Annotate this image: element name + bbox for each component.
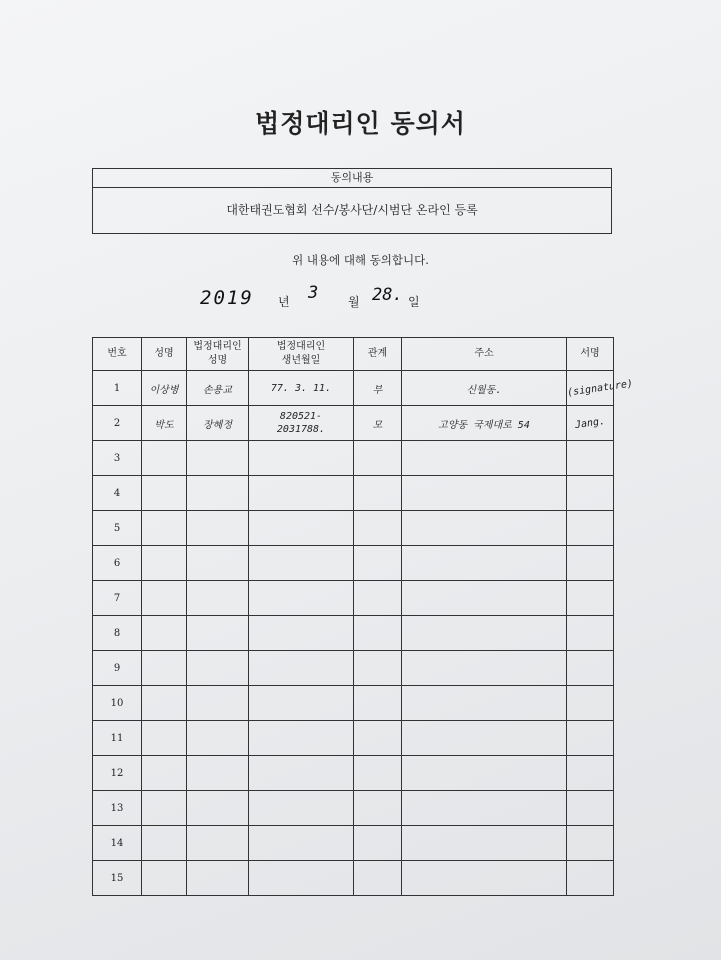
row-name xyxy=(142,651,187,686)
row-guardian-name: 손용교 xyxy=(187,371,249,406)
row-number: 6 xyxy=(93,546,142,581)
handwritten-signature: Jang. xyxy=(574,415,606,431)
row-signature xyxy=(567,581,614,616)
row-relation xyxy=(354,686,402,721)
table-row xyxy=(93,371,614,406)
row-relation xyxy=(354,826,402,861)
date-year-handwritten: 2019 xyxy=(200,287,254,309)
row-guardian-birthdate xyxy=(249,826,354,861)
agreement-statement: 위 내용에 대해 동의합니다. xyxy=(292,253,429,267)
row-guardian-birthdate xyxy=(249,651,354,686)
row-name: 박도 xyxy=(142,406,187,441)
row-address xyxy=(402,721,567,756)
date-day-label: 일 xyxy=(408,295,420,309)
row-guardian-name xyxy=(187,581,249,616)
row-address xyxy=(402,826,567,861)
row-relation xyxy=(354,861,402,896)
row-address xyxy=(402,651,567,686)
row-guardian-name xyxy=(187,651,249,686)
row-relation xyxy=(354,756,402,791)
table-row xyxy=(93,616,614,651)
row-name xyxy=(142,826,187,861)
row-signature xyxy=(567,791,614,826)
row-signature xyxy=(567,546,614,581)
row-address xyxy=(402,511,567,546)
row-relation xyxy=(354,581,402,616)
row-relation xyxy=(354,616,402,651)
row-guardian-birthdate xyxy=(249,756,354,791)
row-guardian-birthdate xyxy=(249,511,354,546)
row-number: 1 xyxy=(93,371,142,406)
table-row xyxy=(93,406,614,441)
table-row xyxy=(93,826,614,861)
row-guardian-name xyxy=(187,721,249,756)
header-signature: 서명 xyxy=(567,338,614,371)
row-guardian-birthdate xyxy=(249,616,354,651)
row-name xyxy=(142,756,187,791)
row-guardian-birthdate xyxy=(249,441,354,476)
row-signature xyxy=(567,441,614,476)
row-address: 신월동. xyxy=(402,371,567,406)
row-relation xyxy=(354,546,402,581)
row-name xyxy=(142,581,187,616)
row-guardian-name xyxy=(187,791,249,826)
row-name xyxy=(142,546,187,581)
consent-content-text: 대한태권도협회 선수/봉사단/시범단 온라인 등록 xyxy=(226,203,478,217)
row-signature xyxy=(567,406,614,441)
row-guardian-name xyxy=(187,441,249,476)
table-row xyxy=(93,861,614,896)
table-row xyxy=(93,791,614,826)
row-address xyxy=(402,441,567,476)
table-row xyxy=(93,721,614,756)
header-relation: 관계 xyxy=(354,338,402,371)
row-signature xyxy=(567,686,614,721)
header-number: 번호 xyxy=(93,338,142,371)
row-number: 13 xyxy=(93,791,142,826)
row-signature xyxy=(567,861,614,896)
row-signature xyxy=(567,826,614,861)
row-relation xyxy=(354,791,402,826)
row-address: 고양동 국제대로 54 xyxy=(402,406,567,441)
row-guardian-name xyxy=(187,546,249,581)
row-guardian-birthdate xyxy=(249,686,354,721)
row-signature xyxy=(567,756,614,791)
row-name xyxy=(142,476,187,511)
header-name: 성명 xyxy=(142,338,187,371)
row-name xyxy=(142,616,187,651)
row-name xyxy=(142,861,187,896)
row-address xyxy=(402,476,567,511)
row-guardian-name xyxy=(187,511,249,546)
header-guardian-birthdate: 법정대리인 생년월일 xyxy=(249,338,354,371)
row-guardian-birthdate: 820521- 2031788. xyxy=(249,406,354,441)
row-relation xyxy=(354,441,402,476)
row-number: 5 xyxy=(93,511,142,546)
signing-date xyxy=(200,283,460,315)
row-address xyxy=(402,616,567,651)
date-month-handwritten: 3 xyxy=(308,283,319,303)
row-number: 8 xyxy=(93,616,142,651)
row-relation xyxy=(354,511,402,546)
table-row xyxy=(93,581,614,616)
row-address xyxy=(402,546,567,581)
date-day-handwritten: 28. xyxy=(372,285,403,305)
row-guardian-birthdate xyxy=(249,581,354,616)
table-header-row xyxy=(93,338,614,371)
row-number: 4 xyxy=(93,476,142,511)
handwritten-signature: (signature) xyxy=(566,377,634,399)
row-guardian-birthdate xyxy=(249,861,354,896)
row-name xyxy=(142,721,187,756)
row-address xyxy=(402,686,567,721)
row-guardian-birthdate xyxy=(249,476,354,511)
row-signature xyxy=(567,721,614,756)
row-number: 10 xyxy=(93,686,142,721)
row-guardian-birthdate xyxy=(249,546,354,581)
table-row xyxy=(93,546,614,581)
row-number: 15 xyxy=(93,861,142,896)
row-name xyxy=(142,511,187,546)
row-number: 14 xyxy=(93,826,142,861)
row-signature xyxy=(567,476,614,511)
consent-content-header: 동의내용 xyxy=(93,169,611,188)
row-number: 11 xyxy=(93,721,142,756)
row-guardian-name xyxy=(187,826,249,861)
row-address xyxy=(402,791,567,826)
row-number: 3 xyxy=(93,441,142,476)
row-signature xyxy=(566,371,634,406)
table-row xyxy=(93,441,614,476)
table-row xyxy=(93,511,614,546)
row-guardian-name xyxy=(187,686,249,721)
row-address xyxy=(402,756,567,791)
row-name xyxy=(142,686,187,721)
row-signature xyxy=(567,616,614,651)
row-guardian-name xyxy=(187,861,249,896)
row-relation xyxy=(354,651,402,686)
date-month-label: 월 xyxy=(348,295,360,309)
row-number: 7 xyxy=(93,581,142,616)
row-guardian-name xyxy=(187,616,249,651)
row-guardian-name xyxy=(187,756,249,791)
row-guardian-birthdate xyxy=(249,791,354,826)
row-relation xyxy=(354,721,402,756)
row-relation: 모 xyxy=(354,406,402,441)
row-number: 9 xyxy=(93,651,142,686)
row-name: 이상병 xyxy=(142,371,187,406)
row-guardian-name: 장혜정 xyxy=(187,406,249,441)
row-signature xyxy=(567,651,614,686)
row-name xyxy=(142,791,187,826)
row-name xyxy=(142,441,187,476)
row-relation xyxy=(354,476,402,511)
date-year-label: 년 xyxy=(278,295,290,309)
row-guardian-birthdate xyxy=(249,721,354,756)
row-signature xyxy=(567,511,614,546)
table-row xyxy=(93,476,614,511)
row-guardian-name xyxy=(187,476,249,511)
row-relation: 부 xyxy=(354,371,402,406)
table-row xyxy=(93,756,614,791)
row-address xyxy=(402,581,567,616)
row-address xyxy=(402,861,567,896)
row-number: 12 xyxy=(93,756,142,791)
table-row xyxy=(93,651,614,686)
consent-table xyxy=(92,337,634,896)
document-title: 법정대리인 동의서 xyxy=(255,109,466,138)
header-address: 주소 xyxy=(402,338,567,371)
header-guardian-name: 법정대리인 성명 xyxy=(187,338,249,371)
consent-content-box xyxy=(92,168,612,234)
row-guardian-birthdate: 77. 3. 11. xyxy=(249,371,354,406)
table-row xyxy=(93,686,614,721)
row-number: 2 xyxy=(93,406,142,441)
